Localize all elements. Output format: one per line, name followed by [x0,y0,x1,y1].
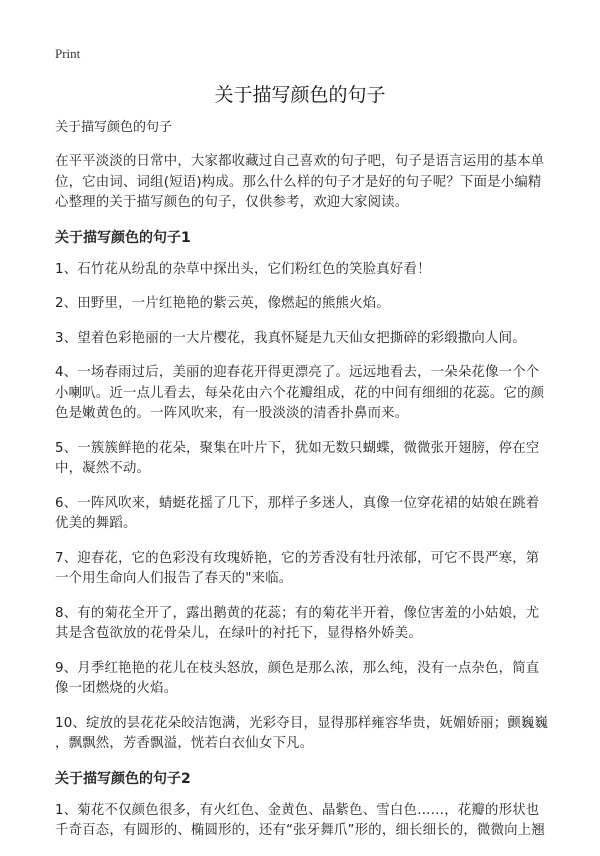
text-line: 8、有的菊花全开了，露出鹅黄的花蕊；有的菊花半开着，像位害羞的小姑娘，尤 [55,605,540,621]
text-line: 小喇叭。近一点儿看去，每朵花由六个花瓣组成，花的中间有细细的花蕊。它的颜 [55,385,545,401]
print-link[interactable]: Print [55,46,81,61]
section-heading: 关于描写颜色的句子1 [55,229,191,246]
section-heading: 关于描写颜色的句子2 [55,770,191,787]
text-line: 色是嫩黄色的。一阵风吹来，有一股淡淡的清香扑鼻而来。 [55,406,409,421]
list-item [55,260,555,281]
text-line: 1、石竹花从纷乱的杂草中探出头，它们粉红色的笑脸真好看！ [55,261,431,277]
article-body [55,118,555,856]
list-item [55,549,555,590]
intro-paragraph [55,152,555,214]
section-1-items [55,260,555,755]
list-item [55,294,555,315]
text-line: 9、月季红艳艳的花儿在枝头怒放，颜色是那么浓，那么纯，没有一点杂色，简直 [55,660,540,676]
list-item [55,659,555,700]
page-title: 关于描写颜色的句子 [214,84,386,106]
text-line: 千奇百态，有圆形的、椭圆形的，还有“张牙舞爪”形的，细长细长的，微微向上翘 [55,823,545,838]
text-line: 在平平淡淡的日常中，大家都收藏过自己喜欢的句子吧，句子是语言运用的基本单 [55,154,545,169]
text-line: 10、绽放的昙花花朵皎洁饱满，光彩夺目，显得那样雍容华贵，妩媚娇丽；颤巍巍 [55,715,549,731]
list-item [55,329,555,350]
list-item [55,363,555,425]
text-line: 一个用生命向人们报告了春天的"来临。 [55,571,293,586]
article-subtitle: 关于描写颜色的句子 [55,120,173,135]
list-item [55,439,555,480]
text-line: 6、一阵风吹来，蜻蜓花摇了几下，那样子多迷人，真像一位穿花裙的姑娘在跳着 [55,495,540,511]
text-line: 5、一簇簇鲜艳的花朵，聚集在叶片下，犹如无数只蝴蝶，微微张开翅膀，停在空 [55,440,540,456]
text-line: ，飘飘然，芳香飘溢，恍若白衣仙女下凡。 [55,736,314,751]
text-line: 7、迎春花，它的色彩没有玫瑰娇艳，它的芳香没有牡丹浓郁，可它不畏严寒，第 [55,550,540,566]
list-item [55,801,555,842]
text-line: 1、菊花不仅颜色很多，有火红色、金黄色、晶紫色、雪白色……，花瓣的形状也 [55,802,540,818]
list-item [55,604,555,645]
text-line: 4、一场春雨过后，美丽的迎春花开得更漂亮了。远远地看去，一朵朵花像一个个 [55,365,540,380]
text-line: 像一团燃烧的火焰。 [55,681,178,696]
text-line: 心整理的关于描写颜色的句子，仅供参考，欢迎大家阅读。 [55,195,409,210]
text-line: 2、田野里，一片红艳艳的紫云英，像燃起的熊熊火焰。 [55,296,390,311]
section-2-items [55,801,555,842]
text-line: 优美的舞蹈。 [55,516,137,531]
text-line: 其是含苞欲放的花骨朵儿，在绿叶的衬托下，显得格外娇美。 [55,626,422,641]
text-line: 位，它由词、词组(短语)构成。那么什么样的句子才是好的句子呢？下面是小编精 [55,174,542,190]
text-line: 3、望着色彩艳丽的一大片樱花，我真怀疑是九天仙女把撕碎的彩缎撒向人间。 [55,330,526,346]
list-item [55,494,555,535]
text-line: 中，凝然不动。 [55,461,151,476]
list-item [55,714,555,755]
